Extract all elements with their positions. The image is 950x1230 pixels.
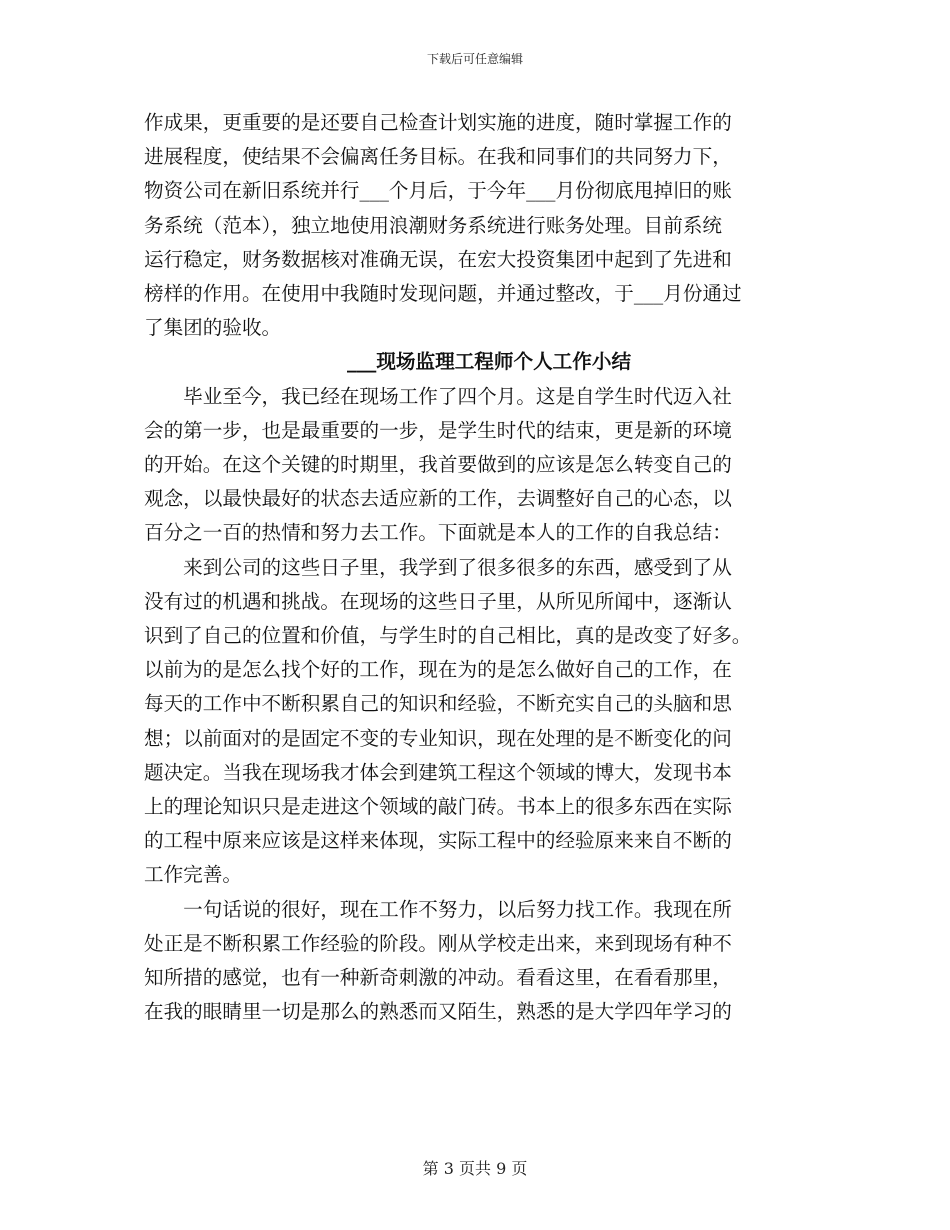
text-line: 物资公司在新旧系统并行___个月后，于今年___月份彻底甩掉旧的账 xyxy=(144,179,732,203)
text-line: 没有过的机遇和挑战。在现场的这些日子里，从所见所闻中，逐渐认 xyxy=(144,589,732,613)
text-line: 会的第一步，也是最重要的一步，是学生时代的结束，更是新的环境 xyxy=(144,418,732,442)
text-line: 以前为的是怎么找个好的工作，现在为的是怎么做好自己的工作，在 xyxy=(144,658,732,682)
text-line: 处正是不断积累工作经验的阶段。刚从学校走出来，来到现场有种不 xyxy=(144,931,732,955)
text-line: 百分之一百的热情和努力去工作。下面就是本人的工作的自我总结： xyxy=(144,521,732,545)
text-line: 一句话说的很好，现在工作不努力，以后努力找工作。我现在所 xyxy=(144,897,732,921)
page-footer: 第 3 页共 9 页 xyxy=(422,1159,528,1178)
text-line: 识到了自己的位置和价值，与学生时的自己相比，真的是改变了好多。 xyxy=(144,624,752,648)
text-line: 了集团的验收。 xyxy=(144,316,282,340)
text-line: 进展程度，使结果不会偏离任务目标。在我和同事们的共同努力下， xyxy=(144,145,732,169)
section-title: ___现场监理工程师个人工作小结 xyxy=(346,350,632,374)
text-line: 作成果，更重要的是还要自己检查计划实施的进度，随时掌握工作的 xyxy=(144,111,732,134)
text-line: 每天的工作中不断积累自己的知识和经验，不断充实自己的头脑和思 xyxy=(144,692,732,716)
text-line: 来到公司的这些日子里，我学到了很多很多的东西，感受到了从 xyxy=(144,555,732,579)
text-line: 想；以前面对的是固定不变的专业知识，现在处理的是不断变化的问 xyxy=(144,726,732,750)
paragraph-previous-continued xyxy=(144,106,804,345)
paragraph-summary xyxy=(144,380,804,1030)
text-line: 知所措的感觉，也有一种新奇刺激的冲动。看看这里，在看看那里， xyxy=(144,966,732,990)
text-line: 的开始。在这个关键的时期里，我首要做到的应该是怎么转变自己的 xyxy=(144,453,732,477)
text-line: 榜样的作用。在使用中我随时发现问题，并通过整改，于___月份通过 xyxy=(144,282,742,306)
page-header: 下载后可任意编辑 xyxy=(426,52,523,66)
text-line: 务系统（范本），独立地使用浪潮财务系统进行账务处理。目前系统 xyxy=(144,213,723,237)
text-line: 在我的眼睛里一切是那么的熟悉而又陌生，熟悉的是大学四年学习的 xyxy=(144,1000,732,1024)
text-line: 的工程中原来应该是这样来体现，实际工程中的经验原来来自不断的 xyxy=(144,829,732,853)
text-line: 运行稳定，财务数据核对准确无误，在宏大投资集团中起到了先进和 xyxy=(144,247,732,271)
text-line: 工作完善。 xyxy=(144,863,242,887)
text-line: 上的理论知识只是走进这个领域的敲门砖。书本上的很多东西在实际 xyxy=(144,795,732,819)
document-body xyxy=(144,106,804,1029)
text-line: 题决定。当我在现场我才体会到建筑工程这个领域的博大，发现书本 xyxy=(144,760,732,784)
text-line: 毕业至今，我已经在现场工作了四个月。这是自学生时代迈入社 xyxy=(144,384,732,408)
text-line: 观念，以最快最好的状态去适应新的工作，去调整好自己的心态，以 xyxy=(144,487,732,511)
